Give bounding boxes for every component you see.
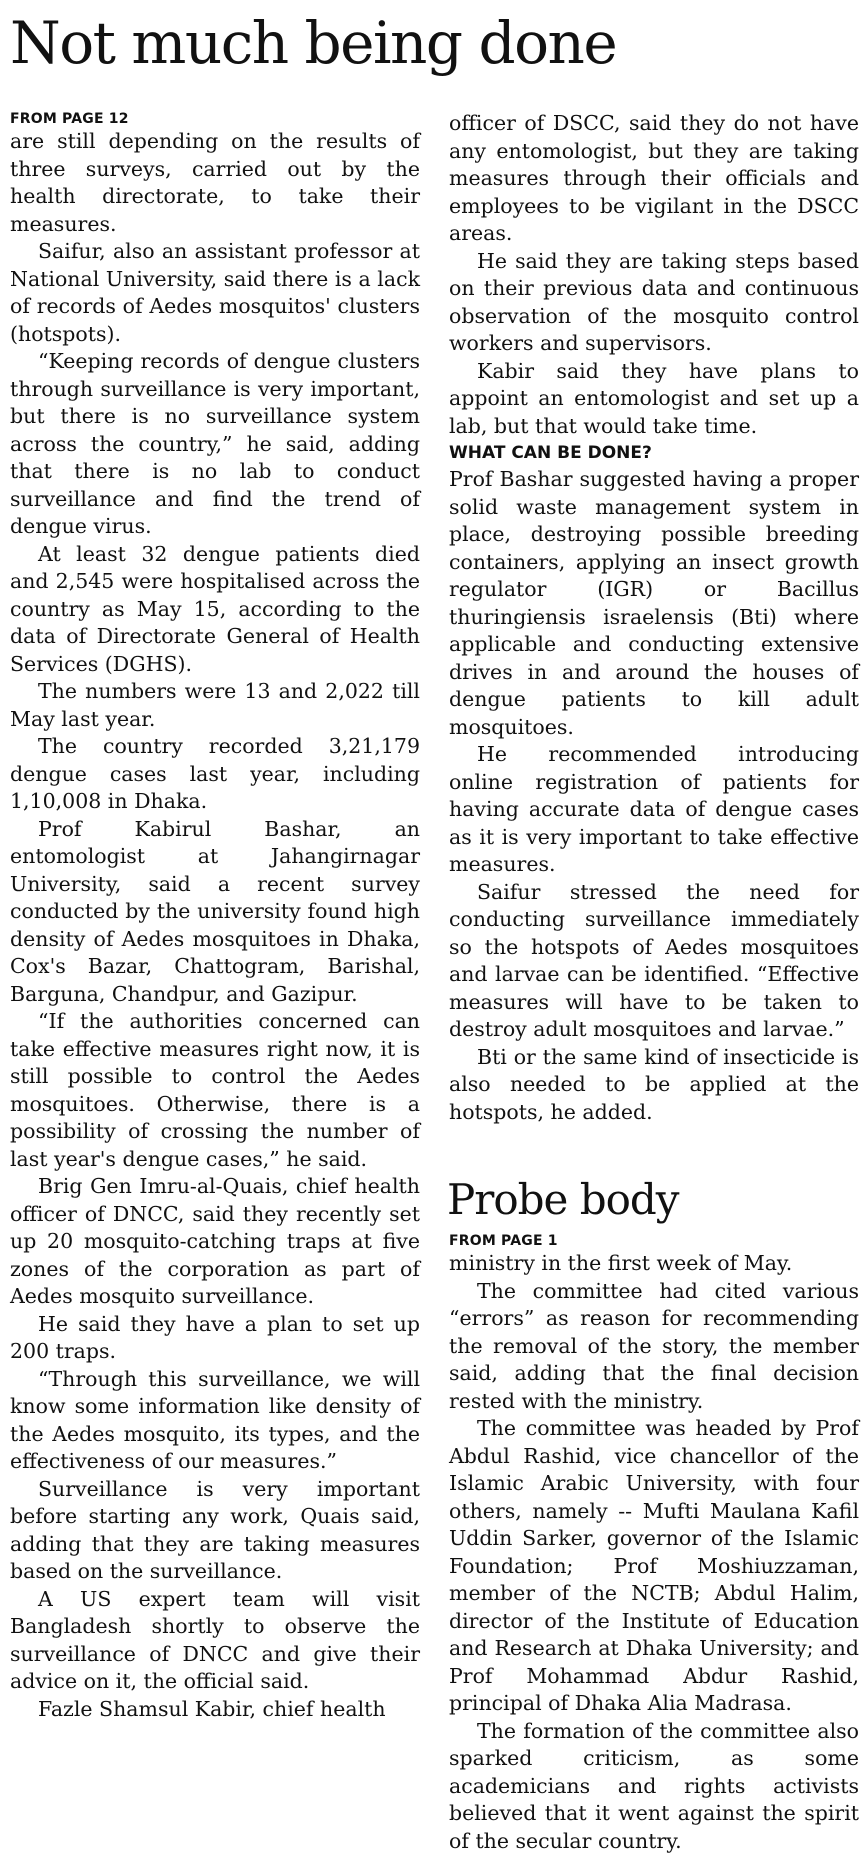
story1-right-column (449, 110, 859, 1126)
paragraph: The country recorded 3,21,179 dengue cases last year, including 1,10,008 in Dhaka. (10, 734, 420, 813)
paragraph: Prof Bashar suggested having a proper solid waste management system in place, destroying possible breeding containers, applying an insect growth regulator (IGR) or Bacillus thuringiensis israelensis (Bti) where applicable and conducting extensive drives in and around the houses of dengue patients to kill adult mosquitoes. (449, 467, 859, 739)
headline-probe-body: Probe body (447, 1175, 679, 1224)
paragraph: At least 32 dengue patients died and 2,545 were hospitalised across the country as May 15, according to the data of Directorate General of Health Services (DGHS). (10, 541, 420, 676)
paragraph: are still depending on the results of three surveys, carried out by the health directorate, to take their measures. (10, 129, 420, 236)
paragraph: ministry in the first week of May. (449, 1251, 793, 1275)
paragraph: The numbers were 13 and 2,022 till May last year. (10, 679, 420, 731)
paragraph: The formation of the committee also sparked criticism, as some academicians and rights activists believed that it went against the spirit of the secular country. (449, 1718, 859, 1853)
story1-left-column (10, 110, 420, 1723)
paragraph-continuation: officer of DSCC, said they do not have any entomologist, but they are taking measures through their officials and employees to be vigilant in the DSCC areas. (449, 111, 859, 245)
crosshead-what-can-be-done: WHAT CAN BE DONE? (449, 443, 652, 463)
paragraph: Saifur, also an assistant professor at National University, said there is a lack of records of Aedes mosquitos' clusters (hotspots). (10, 239, 420, 346)
paragraph: Kabir said they have plans to appoint an entomologist and set up a lab, but that would take time. (449, 358, 859, 438)
paragraph: “If the authorities concerned can take effective measures right now, it is still possible to control the Aedes mosquitoes. Otherwise, there is a possibility of crossing the number of last year's dengue cases,” he said. (10, 1009, 420, 1171)
paragraph: The committee was headed by Prof Abdul Rashid, vice chancellor of the Islamic Arabic University, with four others, namely -- Mufti Maulana Kafil Uddin Sarker, governor of the Islamic Foundation; Prof Moshiuzzaman, member of the NCTB; Abdul Halim, director of the Institute of Education and Research at Dhaka University; and Prof Mohammad Abdur Rashid, principal of Dhaka Alia Madrasa. (449, 1416, 859, 1715)
paragraph: He said they have a plan to set up 200 traps. (10, 1311, 420, 1363)
paragraph: Surveillance is very important before starting any work, Quais said, adding that they are taking measures based on the surveillance. (10, 1476, 420, 1583)
paragraph: He said they are taking steps based on their previous data and continuous observation of the mosquito control workers and supervisors. (449, 248, 859, 355)
paragraph: A US expert team will visit Bangladesh shortly to observe the surveillance of DNCC and give their advice on it, the official said. (10, 1586, 420, 1693)
paragraph: “Keeping records of dengue clusters through surveillance is very important, but there is no surveillance system across the country,” he said, adding that there is no lab to conduct surveillance and find the trend of dengue virus. (10, 349, 420, 538)
paragraph: Prof Kabirul Bashar, an entomologist at Jahangirnagar University, said a recent survey conducted by the university found high density of Aedes mosquitoes in Dhaka, Cox's Bazar, Chattogram, Barishal, Barguna, Chandpur, and Gazipur. (10, 816, 420, 1006)
paragraph: “Through this surveillance, we will know some information like density of the Aedes mosquito, its types, and the effectiveness of our measures.” (10, 1366, 420, 1473)
paragraph: He recommended introducing online registration of patients for having accurate data of dengue cases as it is very important to take effective measures. (449, 742, 859, 876)
jump-from-page-12: FROM PAGE 12 (10, 111, 129, 127)
paragraph: Saifur stressed the need for conducting surveillance immediately so the hotspots of Aedes mosquitoes and larvae can be identified. “Effective measures will have to be taken to destroy adult mosquitoes and larvae.” (449, 879, 859, 1041)
paragraph: Bti or the same kind of insecticide is also needed to be applied at the hotspots, he added. (449, 1044, 859, 1124)
story2-column (449, 1232, 859, 1855)
headline-not-much-being-done: Not much being done (10, 9, 617, 77)
paragraph: Brig Gen Imru-al-Quais, chief health officer of DNCC, said they recently set up 20 mosquito-catching traps at five zones of the corporation as part of Aedes mosquito surveillance. (10, 1174, 420, 1308)
paragraph: The committee had cited various “errors” as reason for recommending the removal of the story, the member said, adding that the final decision rested with the ministry. (449, 1278, 859, 1413)
jump-from-page-1: FROM PAGE 1 (449, 1233, 558, 1249)
paragraph: Fazle Shamsul Kabir, chief health (38, 1696, 386, 1721)
